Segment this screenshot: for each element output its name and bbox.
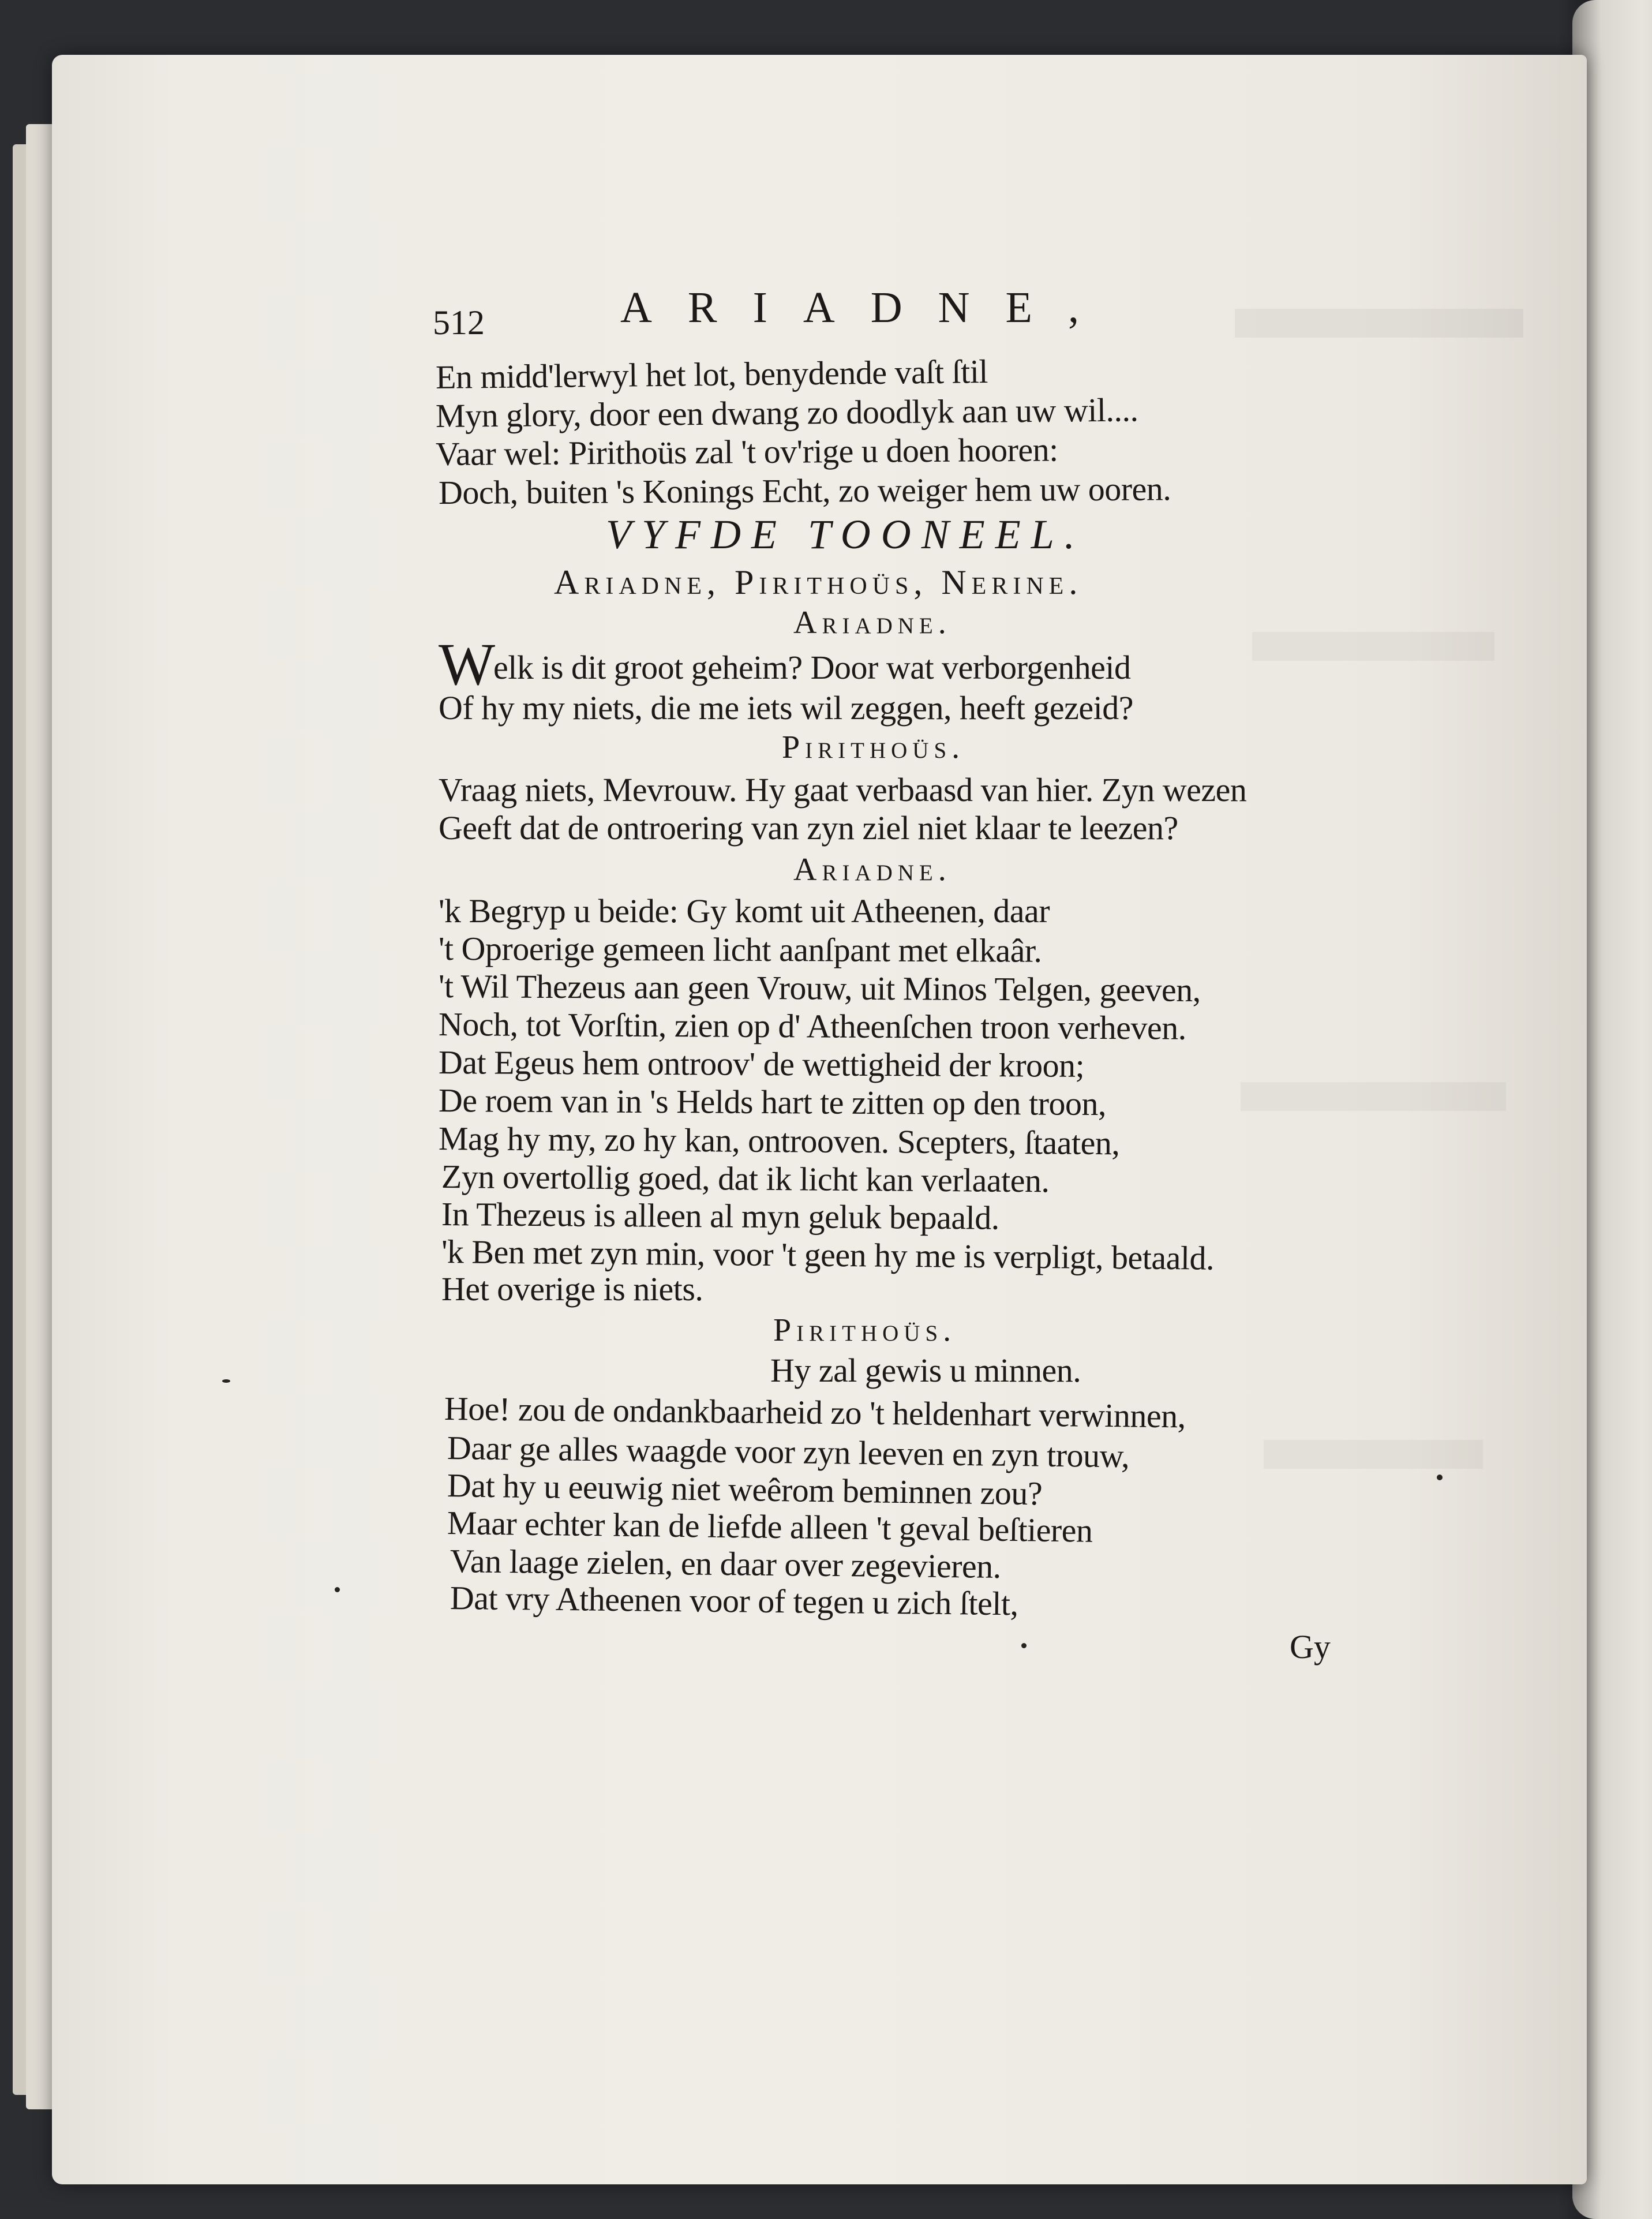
catchword: Gy — [1290, 1628, 1331, 1666]
verse-line: Daar ge alles waagde voor zyn leeven en zyn trouw, — [447, 1429, 1130, 1475]
page-number: 512 — [433, 304, 485, 342]
speaker-name: Ariadne. — [793, 852, 952, 888]
verse-line: Mag hy my, zo hy kan, ontrooven. Scepters, ſtaaten, — [438, 1120, 1120, 1162]
verse-line: Vaar wel: Pirithoüs zal 't ov'rige u doen hooren: — [435, 431, 1059, 473]
paper-speck — [1021, 1643, 1027, 1648]
verse-line: elk is dit groot geheim? Door wat verborgenheid — [493, 649, 1131, 686]
verse-line: In Thezeus is alleen al myn geluk bepaald. — [441, 1195, 1000, 1237]
verse-line: 't Wil Thezeus aan geen Vrouw, uit Minos Telgen, geeven, — [438, 967, 1201, 1009]
paper-speck — [1437, 1475, 1443, 1480]
verse-line: Vraag niets, Mevrouw. Hy gaat verbaasd van hier. Zyn wezen — [439, 771, 1247, 809]
speaker-name: Pirithoüs. — [773, 1312, 957, 1348]
drop-cap: W — [439, 631, 496, 698]
verse-line: Doch, buiten 's Konings Echt, zo weiger hem uw ooren. — [438, 470, 1171, 511]
verse-line: Het overige is niets. — [441, 1270, 703, 1308]
verse-line: Noch, tot Vorſtin, zien op d' Atheenſchen troon verheven. — [438, 1005, 1186, 1047]
verse-line: De roem van in 's Helds hart te zitten op den troon, — [438, 1082, 1107, 1123]
verse-line: 'k Ben met zyn min, voor 't geen hy me is verpligt, betaald. — [441, 1233, 1215, 1277]
paper-speck — [335, 1587, 340, 1592]
speaker-name: Ariadne. — [793, 605, 952, 641]
page-text — [52, 55, 1587, 2184]
verse-line: 'k Begryp u beide: Gy komt uit Atheenen, daar — [439, 892, 1050, 930]
verse-line: Maar echter kan de liefde alleen 't geval beſtieren — [447, 1504, 1093, 1550]
verse-line: Dat hy u eeuwig niet weêrom beminnen zou? — [447, 1466, 1043, 1513]
verse-line: En midd'lerwyl het lot, benydende vaſt ſtil — [435, 352, 988, 396]
verse-line: Dat Egeus hem ontroov' de wettigheid der kroon; — [438, 1043, 1085, 1084]
verse-line: Of hy my niets, die me iets wil zeggen, heeft gezeid? — [439, 689, 1133, 727]
verse-line: Myn glory, door een dwang zo doodlyk aan uw wil.... — [435, 391, 1138, 435]
verse-line: Hoe! zou de ondankbaarheid zo 't heldenhart verwinnen, — [444, 1390, 1186, 1435]
verse-line: Geeft dat de ontroering van zyn ziel niet klaar te leezen? — [439, 809, 1178, 847]
paper-speck — [222, 1379, 230, 1383]
scene-title: VYFDE TOONEEL. — [606, 511, 1085, 557]
running-title: ARIADNE, — [620, 283, 1115, 332]
book-page — [52, 55, 1587, 2184]
verse-line: Zyn overtollig goed, dat ik licht kan verlaaten. — [441, 1158, 1050, 1200]
verse-line: 't Oproerige gemeen licht aanſpant met elkaâr. — [438, 930, 1042, 970]
speaker-name: Pirithoüs. — [782, 729, 965, 765]
scene-characters: Ariadne, Pirithoüs, Nerine. — [554, 563, 1083, 601]
verse-line: Hy zal gewis u minnen. — [770, 1352, 1081, 1389]
verse-line: Van laage zielen, en daar over zegevieren. — [449, 1542, 1002, 1585]
verse-line: Dat vry Atheenen voor of tegen u zich ſtelt, — [449, 1579, 1018, 1623]
